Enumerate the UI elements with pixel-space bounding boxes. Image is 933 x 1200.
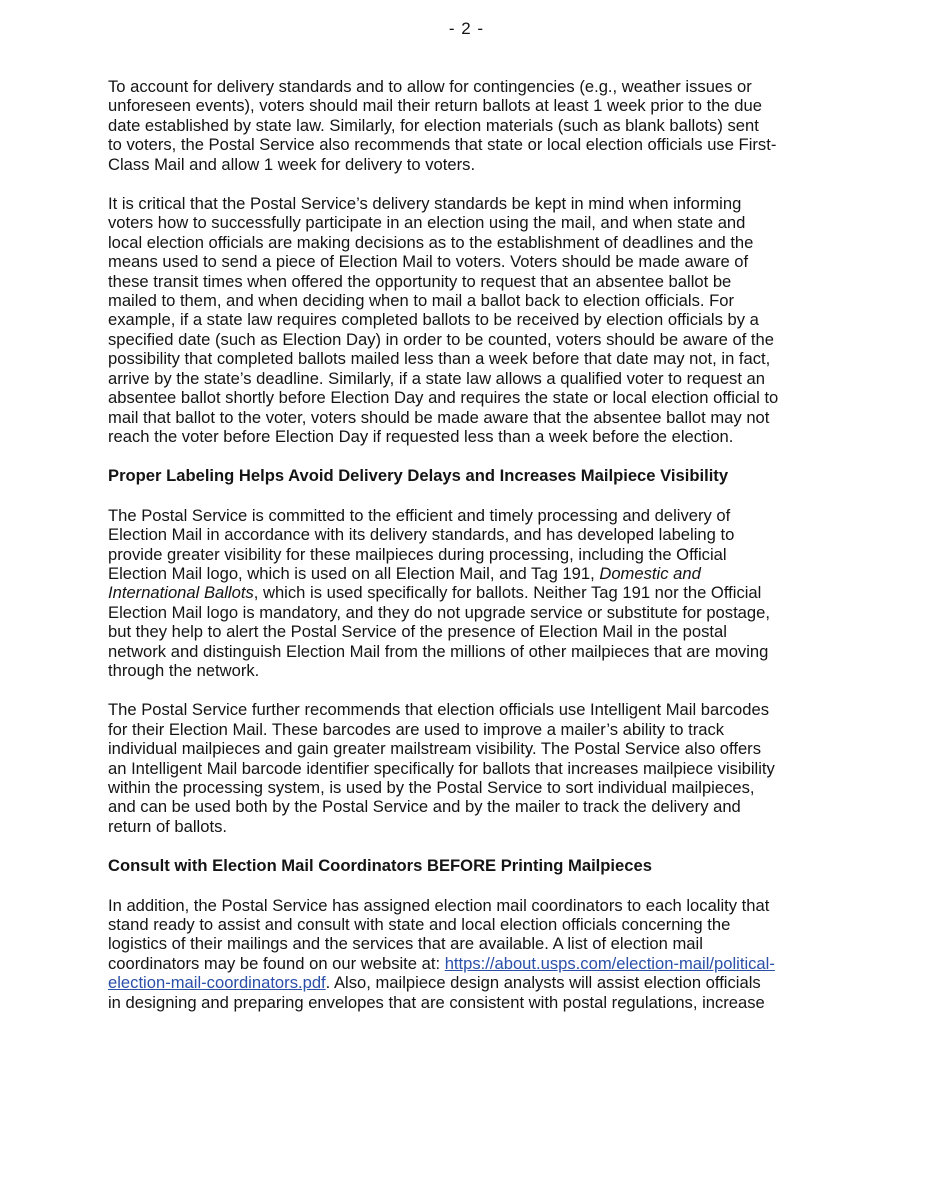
text-line: specified date (such as Election Day) in order to be counted, voters should be aware of the [108,329,774,349]
text-line: stand ready to assist and consult with state and local election officials concerning the [108,915,731,935]
text-line: possibility that completed ballots mailed less than a week before that date may not, in fact, [108,349,771,369]
text-line: within the processing system, is used by the Postal Service to sort individual mailpieces, [108,778,755,797]
text-line: but they help to alert the Postal Service of the presence of Election Mail in the postal [108,622,727,642]
text-line [108,954,826,973]
text-line: mail that ballot to the voter, voters should be made aware that the absentee ballot may not [108,407,770,427]
text-line: through the network. [108,660,260,680]
text-span: , which is used specifically for ballots. Neither Tag 191 nor the Official [253,583,762,603]
paragraph-barcodes [108,700,826,836]
page-number: - 2 - [448,19,485,38]
paragraph-labeling [108,506,826,681]
text-line: Election Mail logo is mandatory, and they do not upgrade service or substitute for postage, [108,602,770,622]
section-heading-proper-labeling: Proper Labeling Helps Avoid Delivery Delays and Increases Mailpiece Visibility [108,466,729,486]
text-line: return of ballots. [108,816,227,836]
text-line [108,973,826,992]
text-line: to voters, the Postal Service also recommends that state or local election officials use First- [108,135,777,155]
text-line: and can be used both by the Postal Service and by the mailer to track the delivery and [108,797,741,817]
text-line: unforeseen events), voters should mail their return ballots at least 1 week prior to the due [108,96,762,116]
text-line: arrive by the state’s deadline. Similarly, if a state law allows a qualified voter to request an [108,368,766,388]
text-line: logistics of their mailings and the services that are available. A list of election mail [108,934,703,954]
text-line: The Postal Service is committed to the efficient and timely processing and delivery of [108,505,731,525]
text-line: in designing and preparing envelopes that are consistent with postal regulations, increase [108,992,765,1012]
text-span: . Also, mailpiece design analysts will assist election officials [325,973,761,993]
coordinators-link[interactable]: election-mail-coordinators.pdf [108,973,326,993]
text-line: for their Election Mail. These barcodes are used to improve a mailer’s ability to track [108,719,725,739]
text-line: local election officials are making decisions as to the establishment of deadlines and the [108,232,754,252]
text-line: means used to send a piece of Election Mail to voters. Voters should be made aware of [108,252,749,272]
text-line [108,564,826,583]
coordinators-link[interactable]: https://about.usps.com/election-mail/political- [444,953,775,973]
text-line: absentee ballot shortly before Election Day and requires the state or local election official to [108,388,779,408]
text-line: date established by state law. Similarly, for election materials (such as blank ballots) sent [108,115,759,135]
paragraph-delivery-standards [108,77,826,174]
document-body [108,77,826,1032]
text-span: Election Mail logo, which is used on all Election Mail, and Tag 191, [108,563,600,583]
text-line: The Postal Service further recommends that election officials use Intelligent Mail barcodes [108,700,770,720]
text-line: In addition, the Postal Service has assigned election mail coordinators to each locality that [108,895,770,915]
text-span: coordinators may be found on our website at: [108,953,445,973]
text-line: individual mailpieces and gain greater mailstream visibility. The Postal Service also offers [108,739,761,759]
paragraph-critical-standards [108,194,826,446]
text-line: To account for delivery standards and to allow for contingencies (e.g., weather issues or [108,77,752,96]
text-line: voters how to successfully participate in an election using the mail, and when state and [108,213,746,233]
text-line: these transit times when offered the opportunity to request that an absentee ballot be [108,271,732,291]
italic-title: Domestic and [599,563,701,583]
paragraph-coordinators [108,896,826,1012]
text-line: an Intelligent Mail barcode identifier specifically for ballots that increases mailpiece visibility [108,758,775,778]
text-line: Class Mail and allow 1 week for delivery to voters. [108,154,476,174]
section-heading-consult-coordinators: Consult with Election Mail Coordinators BEFORE Printing Mailpieces [108,856,652,876]
text-line: example, if a state law requires completed ballots to be received by election officials by a [108,310,759,330]
text-line: network and distinguish Election Mail from the millions of other mailpieces that are moving [108,641,769,661]
text-line [108,583,826,602]
text-line: It is critical that the Postal Service’s delivery standards be kept in mind when informing [108,194,742,214]
text-line: Election Mail in accordance with its delivery standards, and has developed labeling to [108,525,735,545]
italic-title: International Ballots [108,583,254,603]
text-line: mailed to them, and when deciding when to mail a ballot back to election officials. For [108,291,734,311]
text-line: reach the voter before Election Day if requested less than a week before the election. [108,426,734,446]
text-line: provide greater visibility for these mailpieces during processing, including the Official [108,544,727,564]
